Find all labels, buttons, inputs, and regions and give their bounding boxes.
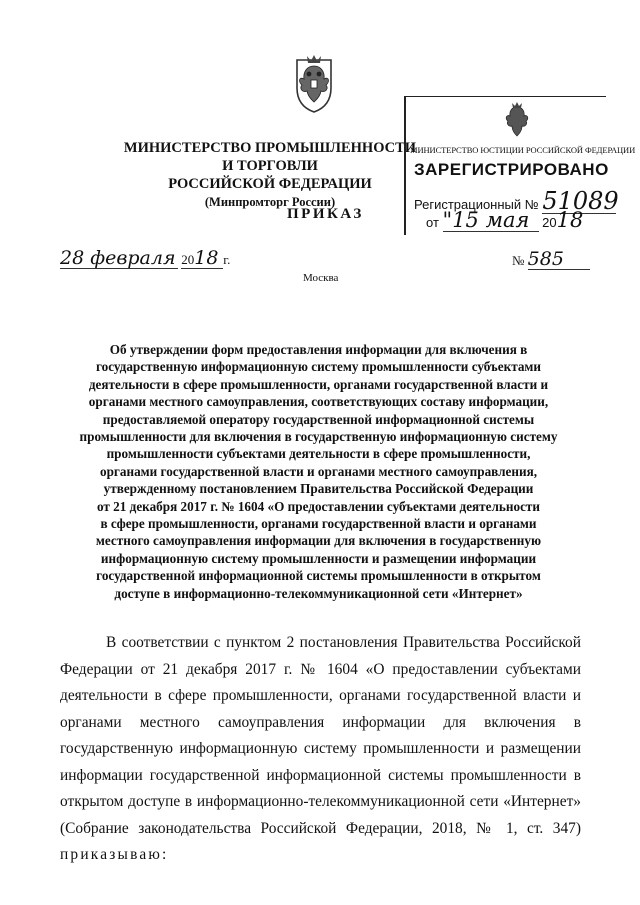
title-line: государственную информационную систему промышленности субъектами <box>95 359 542 375</box>
order-title <box>55 341 582 602</box>
title-line: информационную систему промышленности и размещении информации <box>100 550 537 566</box>
order-word: приказываю: <box>60 846 169 863</box>
ministry-name-line2: РОССИЙСКОЙ ФЕДЕРАЦИИ <box>168 176 372 192</box>
title-line: органами государственной власти и органами местного самоуправления, <box>99 463 538 479</box>
ministry-header <box>120 139 420 211</box>
title-line: промышленности для включения в государственную информационную систему <box>79 429 558 445</box>
order-year-handwritten: 18 <box>194 247 219 269</box>
title-line: государственной информационной системы промышленности в открытом <box>96 568 541 584</box>
ministry-name-line1: МИНИСТЕРСТВО ПРОМЫШЛЕННОСТИ И ТОРГОВЛИ <box>123 140 417 174</box>
order-number-handwritten: 585 <box>528 250 590 270</box>
body-text: В соответствии с пунктом 2 постановления Правительства Российской Федерации от 21 декабря 2017 г. № 1604 «О предоставлении субъектами деятельности в сфере промышленности, органами государственной власти и органами местного самоуправления информации для включения в государственную информационную систему промышленности и размещении информации государственной информационной системы промышленности в открытом доступе в информационно-телекоммуникационной сети «Интернет» (Собрание законодательства Российской Федерации, 2018, № 1, ст. 347) <box>60 634 581 837</box>
stamp-reg-number: 51089 <box>542 187 619 215</box>
coat-of-arms-icon <box>287 52 341 114</box>
order-date-handwritten: 28 февраля <box>60 249 178 269</box>
title-line: в сфере промышленности, органами государственной власти и органами <box>100 516 537 532</box>
order-body-paragraph <box>60 630 581 869</box>
order-year-prefix: 20 <box>181 252 195 267</box>
order-number-label: № <box>512 253 525 268</box>
stamp-emblem-icon <box>500 101 534 141</box>
title-line: доступе в информационно-телекоммуникационной сети «Интернет» <box>114 585 523 601</box>
title-line: от 21 декабря 2017 г. № 1604 «О предоставлении субъектами деятельности <box>96 498 541 514</box>
order-number <box>512 250 590 270</box>
title-line: местного самоуправления информации для включения в государственную <box>95 533 542 549</box>
order-year-suffix: г. <box>223 252 231 267</box>
stamp-title: ЗАРЕГИСТРИРОВАНО <box>414 160 609 179</box>
title-line: Об утверждении форм предоставления информации для включения в <box>109 342 528 357</box>
stamp-year-handwritten: 18 <box>556 208 584 232</box>
stamp-date-handwritten: "15 мая <box>443 210 539 232</box>
stamp-reg-label: Регистрационный № <box>414 197 539 212</box>
title-line: промышленности субъектами деятельности в сфере промышленности, <box>106 446 531 462</box>
title-line: органами местного самоуправления, соответствующих составу информации, <box>88 394 549 410</box>
title-line: деятельности в сфере промышленности, органами государственной власти и <box>88 376 549 392</box>
stamp-agency: МИНИСТЕРСТВО ЮСТИЦИИ РОССИЙСКОЙ ФЕДЕРАЦИИ <box>410 145 636 155</box>
title-line: предоставляемой оператору государственной информационной системы <box>102 411 535 427</box>
order-date <box>60 249 230 269</box>
document-type-title: ПРИКАЗ <box>287 206 364 222</box>
stamp-from-label: от <box>426 215 439 230</box>
order-year <box>181 249 223 269</box>
ministry-short-name: (Минпромторг России) <box>204 195 336 209</box>
stamp-date-line <box>426 210 583 232</box>
order-city: Москва <box>303 272 339 284</box>
stamp-year-prefix: 20 <box>542 215 557 230</box>
title-line: утвержденному постановлением Правительства Российской Федерации <box>103 481 534 497</box>
